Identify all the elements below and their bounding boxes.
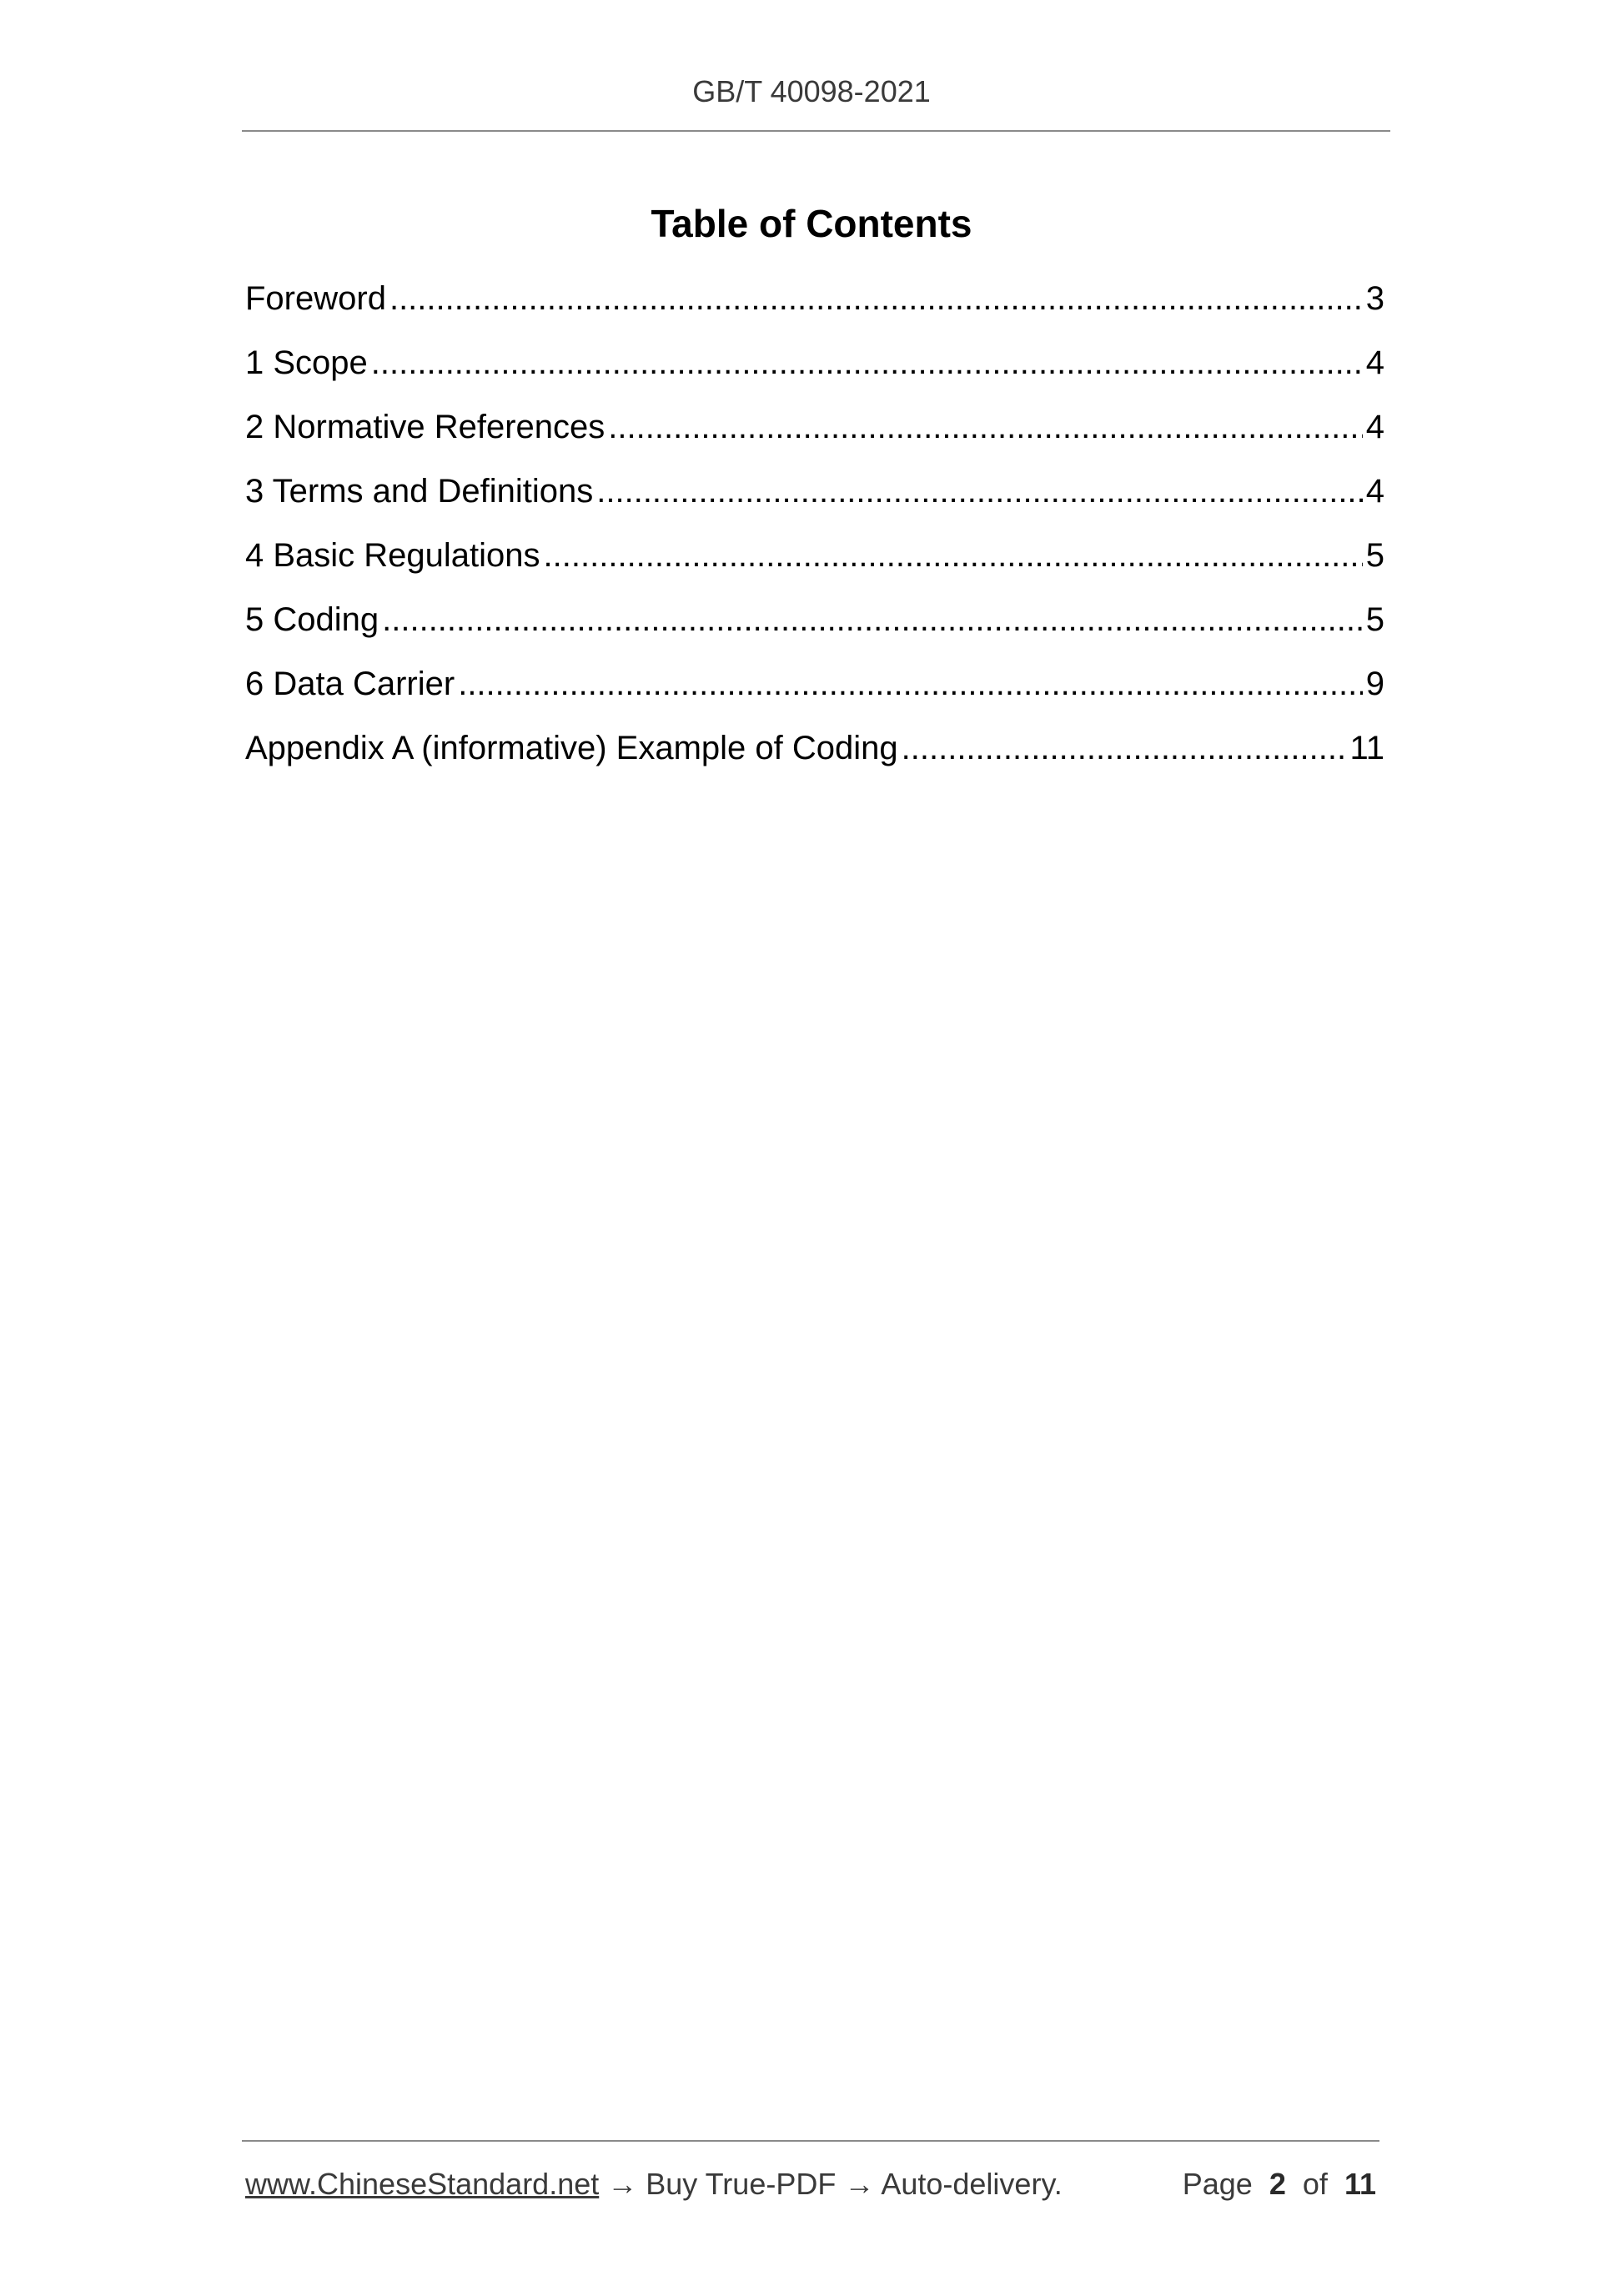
toc-entry-page: 4 xyxy=(1365,409,1384,445)
footer-promo xyxy=(245,2163,1063,2205)
dot-leader xyxy=(902,725,1347,771)
toc-entry-page: 11 xyxy=(1349,730,1384,766)
page-word: Page xyxy=(1182,2167,1253,2201)
page-total: 11 xyxy=(1344,2167,1376,2201)
dot-leader xyxy=(608,404,1362,450)
toc-entry-page: 3 xyxy=(1365,280,1384,317)
toc-entry-page: 5 xyxy=(1365,537,1384,574)
toc-entry-label: 4 Basic Regulations xyxy=(245,537,540,574)
toc-entry-coding[interactable] xyxy=(245,596,1384,661)
dot-leader xyxy=(596,468,1363,515)
dot-leader xyxy=(371,339,1363,386)
footer-divider xyxy=(242,2140,1379,2142)
running-header: GB/T 40098-2021 xyxy=(692,74,931,108)
toc-entry-appendix-a[interactable] xyxy=(245,725,1384,789)
toc-entry-label: 6 Data Carrier xyxy=(245,666,455,702)
toc-entry-label: 2 Normative References xyxy=(245,409,605,445)
toc-entry-label: 1 Scope xyxy=(245,344,368,381)
dot-leader xyxy=(382,596,1363,643)
footer-tagline: → Buy True-PDF → Auto-delivery. xyxy=(607,2167,1063,2201)
page-indicator xyxy=(1183,2163,1376,2205)
toc-title: Table of Contents xyxy=(651,202,972,245)
toc-entry-foreword[interactable] xyxy=(245,275,1384,339)
toc-entry-terms-definitions[interactable] xyxy=(245,468,1384,532)
dot-leader xyxy=(389,275,1363,322)
page-of: of xyxy=(1302,2167,1328,2201)
toc-entry-page: 5 xyxy=(1365,601,1384,638)
dot-leader xyxy=(544,532,1363,579)
toc-entry-normative-references[interactable] xyxy=(245,404,1384,468)
toc-entry-label: Appendix A (informative) Example of Coding xyxy=(245,730,898,766)
page-current: 2 xyxy=(1269,2167,1286,2201)
toc-entry-scope[interactable] xyxy=(245,339,1384,404)
toc-entry-page: 4 xyxy=(1365,473,1384,510)
toc-entry-label: Foreword xyxy=(245,280,386,317)
toc-list xyxy=(245,275,1384,789)
toc-entry-data-carrier[interactable] xyxy=(245,661,1384,725)
site-link[interactable]: www.ChineseStandard.net xyxy=(245,2167,600,2201)
header-divider xyxy=(242,130,1390,132)
toc-entry-basic-regulations[interactable] xyxy=(245,532,1384,596)
toc-entry-label: 5 Coding xyxy=(245,601,379,638)
toc-entry-page: 9 xyxy=(1365,666,1384,702)
toc-entry-page: 4 xyxy=(1365,344,1384,381)
toc-entry-label: 3 Terms and Definitions xyxy=(245,473,594,510)
dot-leader xyxy=(458,661,1363,707)
